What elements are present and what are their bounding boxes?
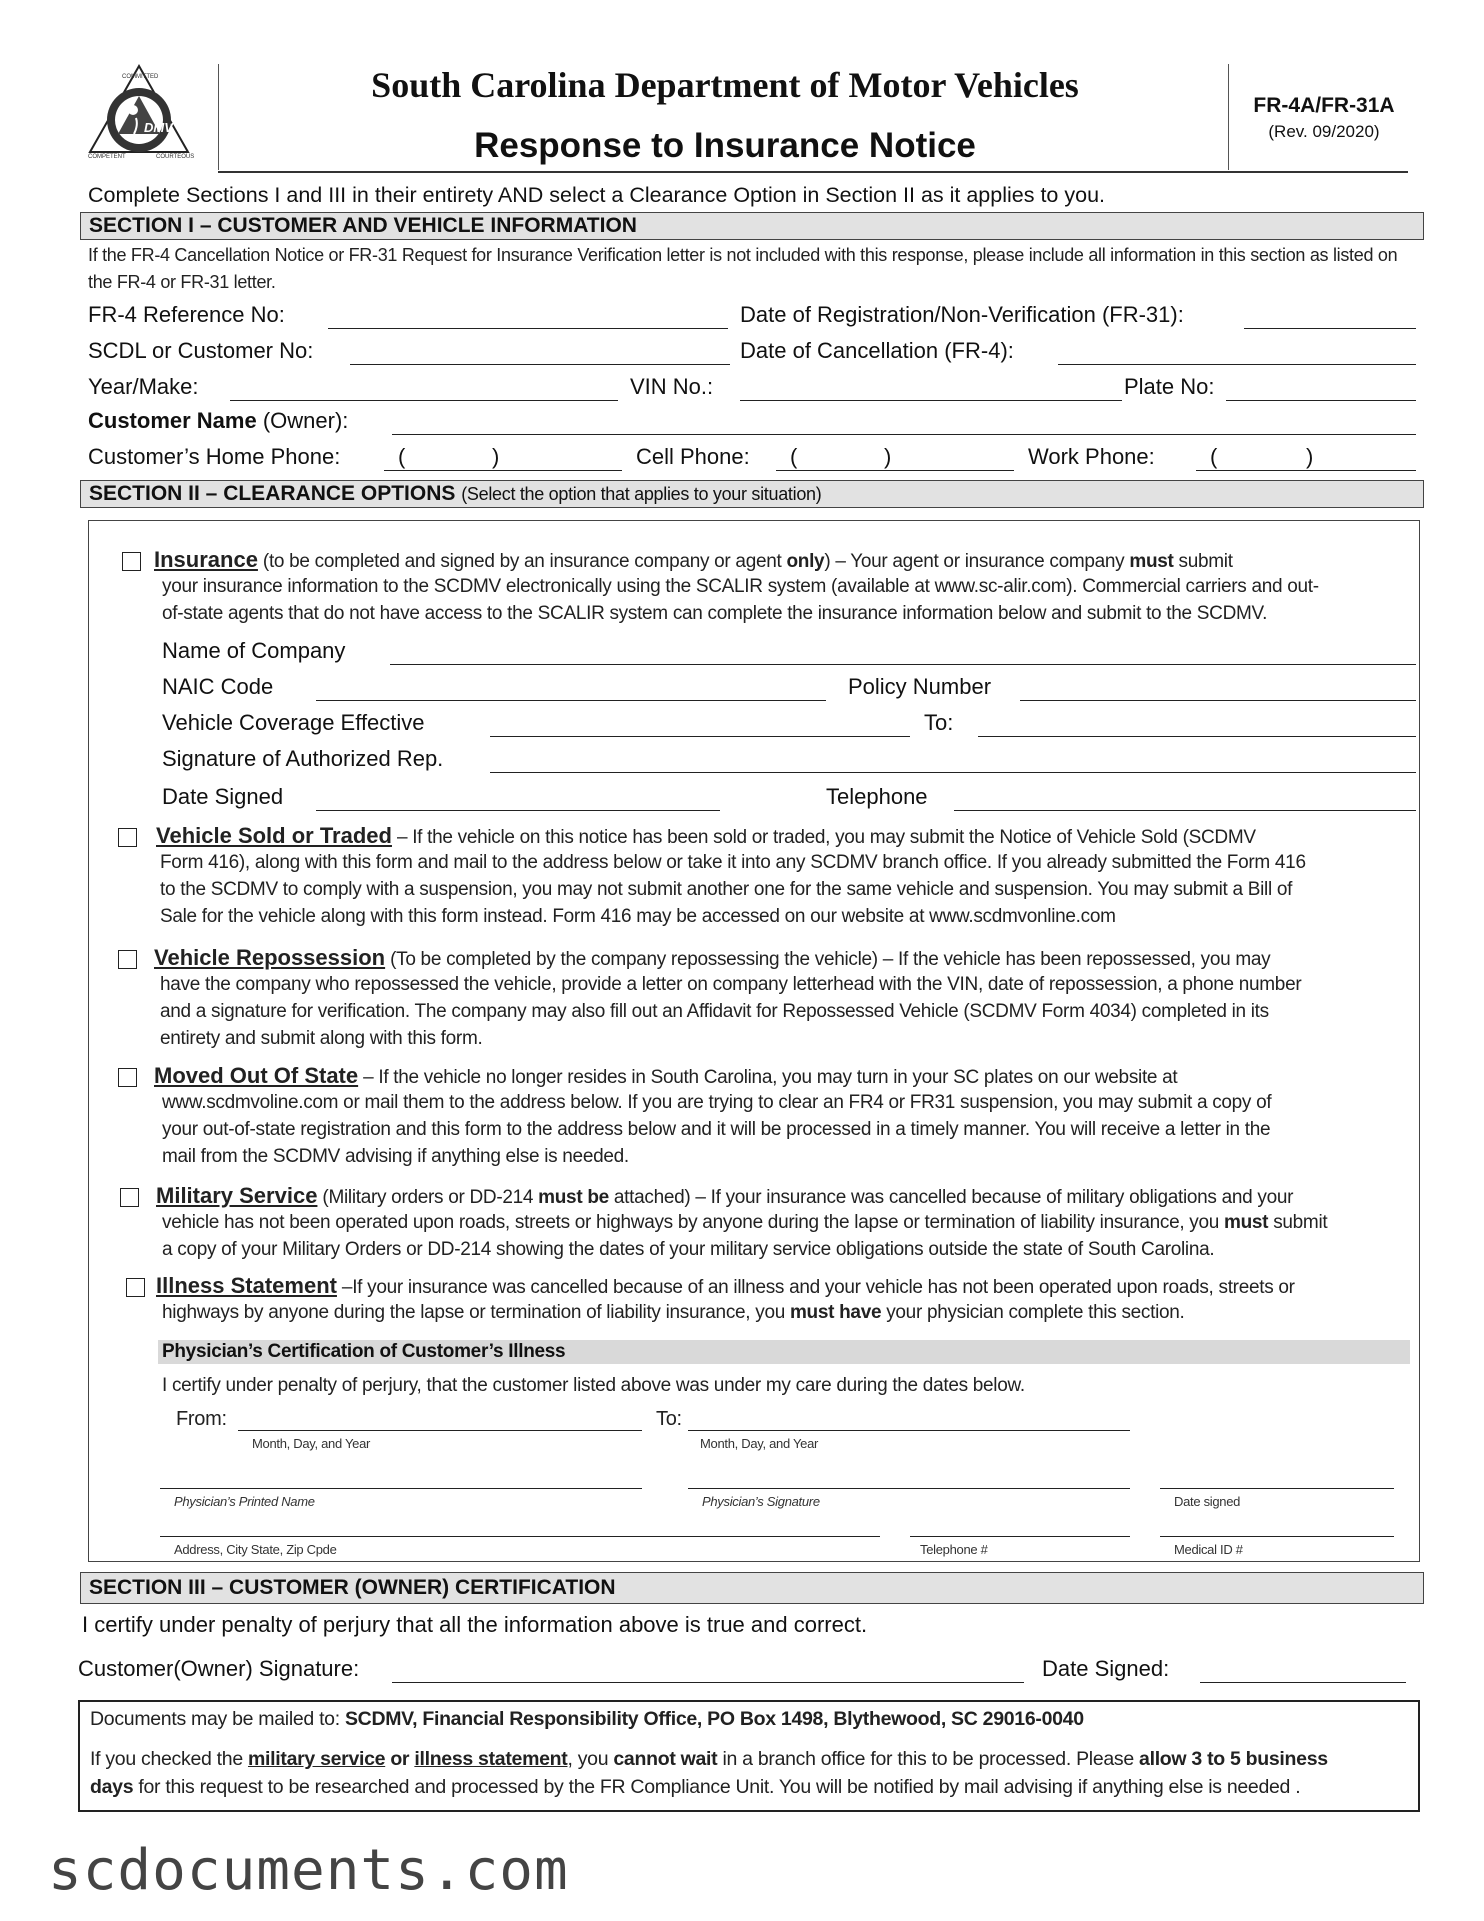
cell-phone-label: Cell Phone: <box>636 444 750 469</box>
plate-input[interactable] <box>1226 400 1416 401</box>
cell-phone-paren-open: ( <box>790 444 798 469</box>
note-cannot-wait: cannot wait <box>613 1748 718 1770</box>
note-g: in a branch office for this to be processed. Please <box>717 1748 1140 1770</box>
illness-title: Illness Statement <box>156 1273 337 1298</box>
watermark: scdocuments.com <box>48 1838 569 1903</box>
insurance-telephone-label: Telephone <box>826 784 928 809</box>
physician-medical-id-input[interactable] <box>1160 1536 1394 1537</box>
sold-line3: to the SCDMV to comply with a suspension, you may not submit another one for the same vehicle and suspension. You may submit a Bill of <box>160 879 1293 900</box>
logo-text: DMV <box>144 120 173 135</box>
physician-signature-input[interactable] <box>688 1488 1130 1489</box>
sold-line2: Form 416), along with this form and mail to the address below or take it into any SCDMV branch office. If you already submitted the Form 416 <box>160 852 1306 873</box>
signature-rep-label: Signature of Authorized Rep. <box>162 746 444 771</box>
repo-line1 <box>154 944 1270 973</box>
physician-telephone-input[interactable] <box>910 1536 1130 1537</box>
mailing-address: SCDMV, Financial Responsibility Office, PO Box 1498, Blythewood, SC 29016-0040 <box>344 1708 1084 1730</box>
physician-date-label: Date signed <box>1174 1494 1241 1509</box>
physician-bar <box>158 1340 1410 1364</box>
military-must: must <box>1224 1212 1269 1233</box>
moved-line3: your out-of-state registration and this form to the address below and it will be processed in a timely manner. You will receive a letter in the <box>162 1119 1271 1140</box>
naic-input[interactable] <box>316 700 826 701</box>
policy-input[interactable] <box>1020 700 1416 701</box>
note-e: , you <box>567 1748 614 1770</box>
logo-ring-left: COMPETENT <box>88 154 126 160</box>
logo-divider <box>218 64 219 170</box>
physician-from-input[interactable] <box>238 1430 642 1431</box>
section1-note: If the FR-4 Cancellation Notice or FR-31 Request for Insurance Verification letter is not included with this response, please include all information in this section as listed on the FR-4 or FR-31 letter. <box>88 245 1398 292</box>
date-registration-input[interactable] <box>1244 328 1416 329</box>
military-line1 <box>156 1182 1293 1211</box>
coverage-from-input[interactable] <box>490 736 910 737</box>
dmv-logo <box>84 62 194 162</box>
coverage-to-input[interactable] <box>978 736 1416 737</box>
physician-address-label: Address, City State, Zip Cpde <box>174 1542 337 1557</box>
moved-checkbox[interactable] <box>118 1068 137 1087</box>
customer-name-input[interactable] <box>392 434 1416 435</box>
military-title: Military Service <box>156 1183 318 1208</box>
physician-medical-id-label: Medical ID # <box>1174 1542 1243 1557</box>
military-l2a: vehicle has not been operated upon roads, streets or highways by anyone during the lapse or termination of liability insurance, you <box>162 1212 1225 1233</box>
work-phone-input[interactable] <box>1196 470 1416 471</box>
repo-line4: entirety and submit along with this form. <box>160 1028 483 1049</box>
company-label: Name of Company <box>162 638 346 663</box>
physician-bar-title: Physician’s Certification of Customer’s Illness <box>162 1341 566 1362</box>
cell-phone-paren-close: ) <box>884 444 892 469</box>
section2-bar <box>80 480 1424 508</box>
date-cancellation-input[interactable] <box>1058 364 1416 365</box>
repo-line2: have the company who repossessed the vehicle, provide a letter on company letterhead with the VIN, date of repossession, a phone number <box>160 974 1302 995</box>
section3-bar <box>80 1572 1424 1604</box>
moved-line1 <box>154 1062 1177 1091</box>
insurance-t1: (to be completed and signed by an insurance company or agent <box>257 551 787 572</box>
insurance-telephone-input[interactable] <box>954 810 1416 811</box>
illness-must-have: must have <box>789 1302 882 1323</box>
military-l1a: (Military orders or DD-214 <box>317 1187 539 1208</box>
fr4-reference-input[interactable] <box>328 328 728 329</box>
coverage-label: Vehicle Coverage Effective <box>162 710 425 735</box>
year-make-label: Year/Make: <box>88 374 199 399</box>
customer-name-bold: Customer Name <box>88 408 257 433</box>
coverage-to-label: To: <box>924 710 954 735</box>
vin-label: VIN No.: <box>630 374 714 399</box>
form-number-divider <box>1228 64 1229 170</box>
insurance-line3: of-state agents that do not have access to the SCALIR system can complete the insurance information below and submit to the SCDMV. <box>162 603 1268 624</box>
military-line3: a copy of your Military Orders or DD-214 showing the dates of your military service obligations outside the state of South Carolina. <box>162 1239 1215 1260</box>
note-rest: for this request to be researched and processed by the FR Compliance Unit. You will be notified by mail advising if anything else is needed . <box>133 1776 1301 1798</box>
fr4-reference-label: FR-4 Reference No: <box>88 302 285 327</box>
customer-signature-label: Customer(Owner) Signature: <box>78 1656 360 1681</box>
instructions: Complete Sections I and III in their entirety AND select a Clearance Option in Section II as it applies to you. <box>88 183 1105 207</box>
plate-label: Plate No: <box>1124 374 1215 399</box>
scdl-input[interactable] <box>350 364 730 365</box>
section1-bar <box>80 212 1424 240</box>
form-title: Response to Insurance Notice <box>474 126 976 165</box>
processing-note-line2 <box>90 1774 1300 1801</box>
physician-telephone-label: Telephone # <box>920 1542 988 1557</box>
military-line2 <box>162 1209 1327 1236</box>
sold-l1: – If the vehicle on this notice has been sold or traded, you may submit the Notice of Vehicle Sold (SCDMV <box>391 827 1256 848</box>
section2-title: SECTION II – CLEARANCE OPTIONS <box>89 482 456 505</box>
year-make-input[interactable] <box>230 400 618 401</box>
section3-certify: I certify under penalty of perjury that all the information above is true and correct. <box>82 1612 868 1637</box>
home-phone-paren-open: ( <box>398 444 406 469</box>
customer-date-label: Date Signed: <box>1042 1656 1170 1681</box>
moved-title: Moved Out Of State <box>154 1063 359 1088</box>
section1-title: SECTION I – CUSTOMER AND VEHICLE INFORMATION <box>89 214 637 237</box>
military-l1c: attached) – If your insurance was cancelled because of military obligations and your <box>608 1187 1294 1208</box>
physician-date-input[interactable] <box>1160 1488 1394 1489</box>
physician-to-hint: Month, Day, and Year <box>700 1436 819 1451</box>
note-a: If you checked the <box>90 1748 248 1770</box>
date-registration-label: Date of Registration/Non-Verification (FR-31): <box>740 302 1184 327</box>
insurance-t2: ) – Your agent or insurance company <box>824 551 1130 572</box>
note-days: days <box>90 1776 134 1798</box>
illness-line2 <box>162 1299 1185 1326</box>
moved-line4: mail from the SCDMV advising if anything else is needed. <box>162 1146 629 1167</box>
logo-ring-top: COMMITTED <box>122 74 159 80</box>
date-cancellation-label: Date of Cancellation (FR-4): <box>740 338 1014 363</box>
illness-l1: –If your insurance was cancelled because of an illness and your vehicle has not been operated upon roads, streets or <box>336 1277 1295 1298</box>
note-illness: illness statement <box>414 1748 568 1770</box>
physician-name-label: Physician’s Printed Name <box>174 1494 315 1509</box>
physician-from-hint: Month, Day, and Year <box>252 1436 371 1451</box>
policy-label: Policy Number <box>848 674 992 699</box>
company-input[interactable] <box>390 664 1416 665</box>
sold-line4: Sale for the vehicle along with this form instead. Form 416 may be accessed on our website at www.scdmvonline.com <box>160 906 1116 927</box>
naic-label: NAIC Code <box>162 674 274 699</box>
scdl-label: SCDL or Customer No: <box>88 338 314 363</box>
work-phone-label: Work Phone: <box>1028 444 1155 469</box>
moved-l1: – If the vehicle no longer resides in South Carolina, you may turn in your SC plates on our website at <box>358 1067 1178 1088</box>
processing-note-line1 <box>90 1746 1328 1773</box>
physician-to-label: To: <box>656 1408 682 1430</box>
home-phone-label: Customer’s Home Phone: <box>88 444 341 469</box>
section2-subtitle: (Select the option that applies to your situation) <box>461 484 822 504</box>
signature-rep-input[interactable] <box>490 772 1416 773</box>
insurance-line1 <box>154 546 1233 575</box>
illness-l2a: highways by anyone during the lapse or termination of liability insurance, you <box>162 1302 790 1323</box>
work-phone-paren-open: ( <box>1210 444 1218 469</box>
insurance-t3: submit <box>1173 551 1233 572</box>
form-number: FR-4A/FR-31A <box>1253 94 1395 117</box>
illness-l2c: your physician complete this section. <box>881 1302 1185 1323</box>
work-phone-paren-close: ) <box>1306 444 1314 469</box>
insurance-checkbox[interactable] <box>122 552 141 571</box>
customer-name-owner: (Owner): <box>256 408 349 433</box>
sold-checkbox[interactable] <box>118 828 137 847</box>
physician-address-input[interactable] <box>160 1536 880 1537</box>
physician-from-label: From: <box>176 1408 227 1430</box>
insurance-must: must <box>1129 551 1174 572</box>
home-phone-paren-close: ) <box>492 444 500 469</box>
military-checkbox[interactable] <box>120 1188 139 1207</box>
note-or: or <box>385 1748 415 1770</box>
repo-checkbox[interactable] <box>118 950 137 969</box>
note-allow: allow 3 to 5 business <box>1139 1748 1328 1770</box>
physician-name-input[interactable] <box>160 1488 642 1489</box>
section3-title: SECTION III – CUSTOMER (OWNER) CERTIFICATION <box>89 1576 616 1599</box>
repo-l1: (To be completed by the company repossessing the vehicle) – If the vehicle has been repossessed, you may <box>385 949 1271 970</box>
logo-ring-right: COURTEOUS <box>156 154 195 160</box>
date-signed-label: Date Signed <box>162 784 284 809</box>
moved-line2: www.scdmvoline.com or mail them to the address below. If you are trying to clear an FR4 or FR31 suspension, you may submit a copy of <box>162 1092 1272 1113</box>
insurance-only: only <box>786 551 825 572</box>
military-l2c: submit <box>1268 1212 1328 1233</box>
insurance-line2: your insurance information to the SCDMV electronically using the SCALIR system (available at www.sc-alir.com). Commercial carriers and out- <box>162 576 1319 597</box>
mailing-intro: Documents may be mailed to: <box>90 1708 345 1730</box>
customer-signature-input[interactable] <box>392 1682 1024 1683</box>
repo-line3: and a signature for verification. The company may also fill out an Affidavit for Repossessed Vehicle (SCDMV Form 4034) completed in its <box>160 1001 1269 1022</box>
physician-signature-label: Physician’s Signature <box>702 1494 820 1509</box>
customer-name-label <box>88 408 348 434</box>
header-rule <box>218 171 1408 173</box>
cell-phone-input[interactable] <box>776 470 1014 471</box>
home-phone-input[interactable] <box>384 470 622 471</box>
sold-line1 <box>156 822 1256 851</box>
insurance-title: Insurance <box>154 547 258 572</box>
illness-checkbox[interactable] <box>126 1278 145 1297</box>
physician-to-input[interactable] <box>688 1430 1130 1431</box>
repo-title: Vehicle Repossession <box>154 945 386 970</box>
customer-date-input[interactable] <box>1200 1682 1406 1683</box>
form-revision: (Rev. 09/2020) <box>1268 122 1380 141</box>
vin-input[interactable] <box>740 400 1122 401</box>
sold-title: Vehicle Sold or Traded <box>156 823 392 848</box>
illness-line1 <box>156 1272 1295 1301</box>
military-must-be: must be <box>538 1187 609 1208</box>
date-signed-input[interactable] <box>316 810 720 811</box>
agency-name: South Carolina Department of Motor Vehicles <box>371 65 1079 105</box>
note-military: military service <box>247 1748 386 1770</box>
mailing-address-line <box>90 1706 1084 1733</box>
physician-certify: I certify under penalty of perjury, that the customer listed above was under my care during the dates below. <box>162 1375 1025 1396</box>
